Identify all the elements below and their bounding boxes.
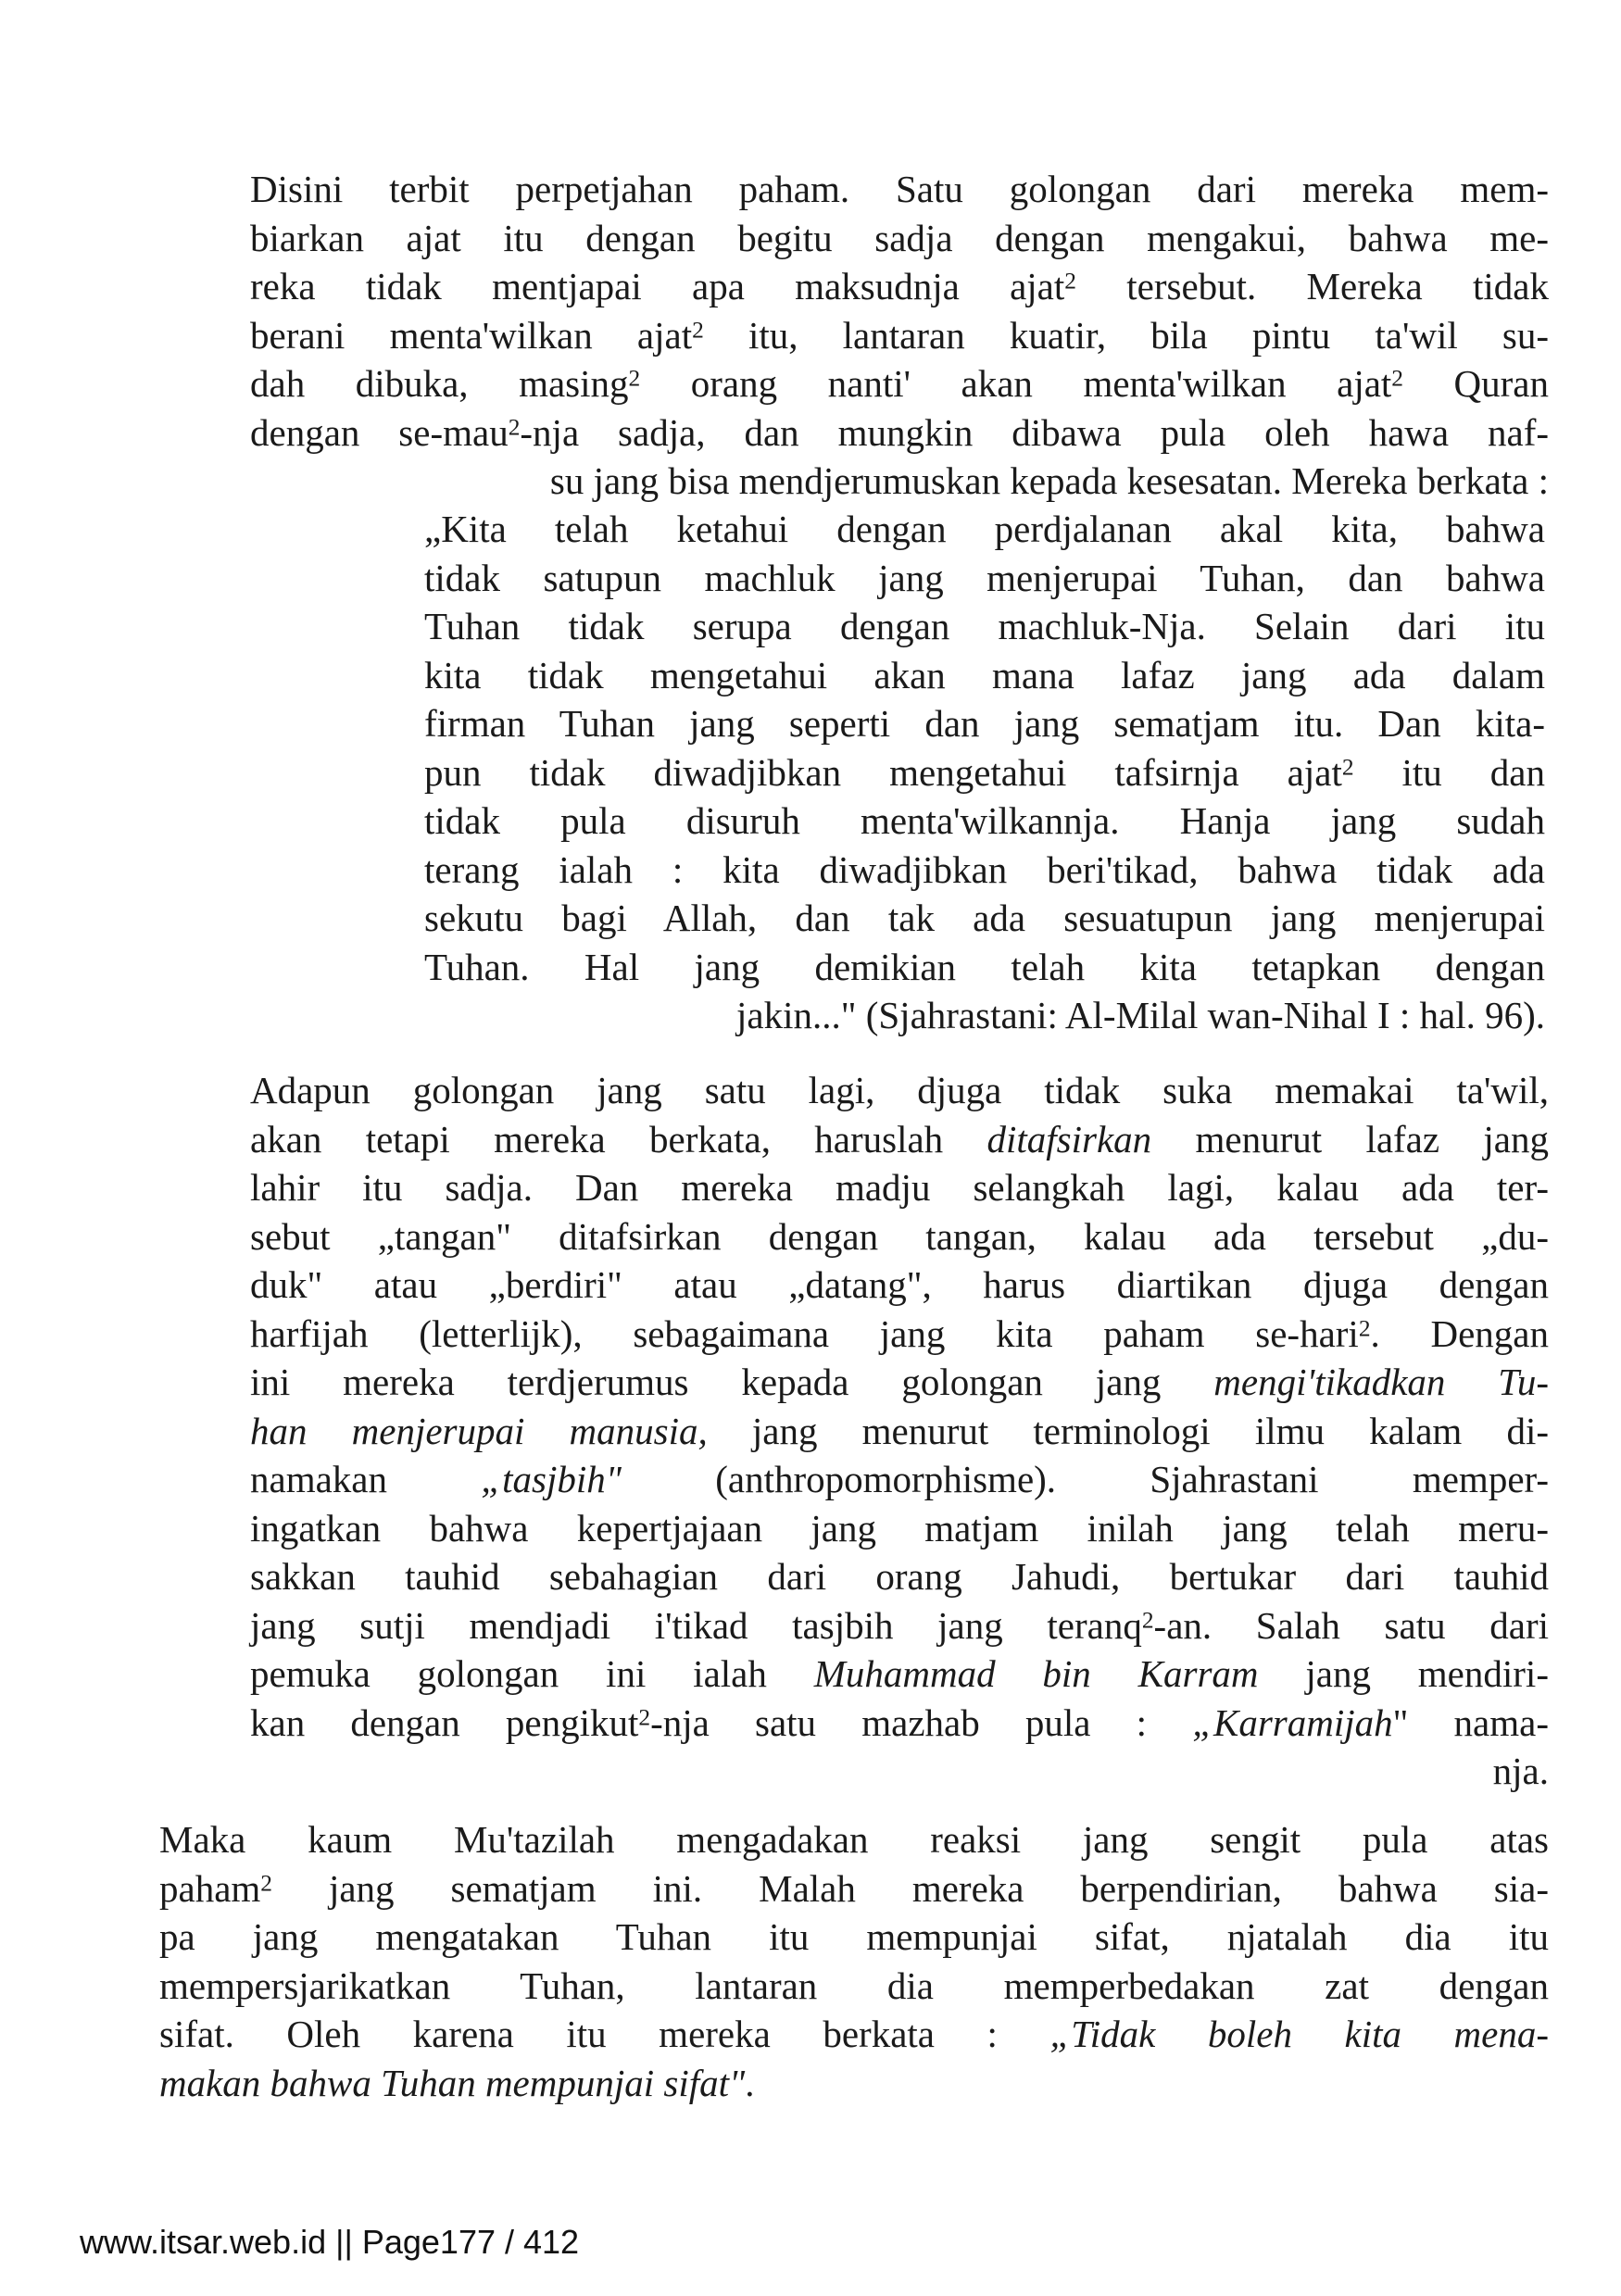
text-segment: sekutu bagi Allah, dan tak ada sesuatupun jang menjerupai: [424, 897, 1545, 939]
text-segment: sebut „tangan" ditafsirkan dengan tangan, kalau ada tersebut „du-: [250, 1214, 1549, 1258]
footer-page-number: Page177 / 412: [361, 2223, 580, 2261]
text-segment: dah dibuka, masing: [250, 362, 629, 405]
text-segment: jang sematjam ini. Malah mereka berpendirian, bahwa sia-: [272, 1866, 1549, 1910]
text-segment: terang ialah : kita diwadjibkan beri'tikad, bahwa tidak ada: [424, 847, 1545, 891]
text-segment: „Kita telah ketahui dengan perdjalanan akal kita, bahwa: [424, 508, 1545, 550]
text-segment: Maka kaum Mu'tazilah mengadakan reaksi jang sengit pula atas: [159, 1818, 1549, 1861]
text-segment: pun tidak diwadjibkan mengetahui tafsirnja ajat: [424, 750, 1342, 794]
text-line: [424, 651, 1545, 700]
text-segment: -nja satu mazhab pula :: [650, 1700, 1193, 1744]
footer-separator: ||: [335, 2223, 353, 2261]
text-segment: reka tidak mentjapai apa maksudnja ajat: [250, 265, 1065, 307]
text-segment: nja.: [1492, 1750, 1549, 1792]
text-segment: sakkan tauhid sebahagian dari orang Jahudi, bertukar dari tauhid: [250, 1555, 1549, 1598]
italic-text: makan bahwa Tuhan mempunjai sifat": [159, 2061, 746, 2104]
text-segment: -nja sadja, dan mungkin dibawa pula oleh hawa naf-: [520, 410, 1549, 454]
superscript: 2: [508, 414, 521, 441]
text-segment: . Dengan: [1370, 1311, 1549, 1355]
text-line: [250, 1115, 1549, 1164]
text-line: [250, 1455, 1549, 1504]
superscript: 2: [260, 1870, 272, 1897]
text-segment: lahir itu sadja. Dan mereka madju selangkah lagi, kalau ada ter-: [250, 1166, 1549, 1209]
text-segment: paham: [159, 1866, 261, 1910]
text-segment: orang nanti' akan menta'wilkan ajat: [640, 362, 1392, 405]
text-segment: su jang bisa mendjerumuskan kepada kesesatan. Mereka berkata :: [549, 459, 1549, 502]
text-line: [250, 262, 1549, 311]
text-line: [250, 408, 1549, 458]
page-footer: [80, 2223, 579, 2262]
italic-text: Muhammad bin Karram: [813, 1652, 1259, 1695]
text-line: [250, 1504, 1549, 1553]
text-segment: (anthropomorphisme). Sjahrastani memper-: [621, 1458, 1549, 1500]
text-segment: mempersjarikatkan Tuhan, lantaran dia memperbedakan zat dengan: [159, 1964, 1549, 2007]
text-line: [250, 457, 1549, 506]
text-line: [250, 165, 1549, 214]
text-line: [424, 846, 1545, 895]
text-line: [424, 894, 1545, 943]
text-line: [250, 1261, 1549, 1310]
text-line: [250, 1407, 1549, 1456]
text-segment: namakan: [250, 1458, 482, 1500]
text-line: [424, 991, 1545, 1040]
superscript: 2: [1391, 365, 1403, 392]
text-line: [250, 1163, 1549, 1212]
text-segment: itu dan: [1353, 750, 1545, 794]
text-segment: kan dengan pengikut: [250, 1700, 639, 1744]
text-segment: Adapun golongan jang satu lagi, djuga tidak suka memakai ta'wil,: [250, 1069, 1549, 1111]
text-line: [250, 1650, 1549, 1699]
text-segment: " nama-: [1392, 1700, 1549, 1744]
text-segment: Quran: [1403, 362, 1549, 405]
text-line: [250, 1358, 1549, 1407]
italic-text: ditafsirkan: [986, 1117, 1152, 1161]
italic-text: „Tidak boleh kita mena-: [1049, 2013, 1550, 2055]
superscript: 2: [628, 365, 641, 392]
text-line: [159, 2059, 1549, 2108]
text-segment: sifat. Oleh karena itu mereka berkata :: [159, 2013, 1050, 2055]
text-line: [159, 1913, 1549, 1962]
text-line: [250, 1310, 1549, 1359]
text-segment: jang mendiri-: [1258, 1652, 1549, 1695]
italic-text: „Karramijah: [1192, 1700, 1393, 1744]
text-line: [424, 748, 1545, 797]
text-line: [250, 1212, 1549, 1261]
text-segment: Tuhan tidak serupa dengan machluk-Nja. Selain dari itu: [424, 605, 1545, 647]
italic-text: han menjerupai manusia,: [250, 1409, 708, 1452]
text-segment: tidak pula disuruh menta'wilkannja. Hanja jang sudah: [424, 799, 1545, 842]
superscript: 2: [1358, 1315, 1371, 1342]
text-segment: pemuka golongan ini ialah: [250, 1652, 814, 1695]
text-line: [424, 699, 1545, 748]
text-line: [250, 311, 1549, 360]
text-line: [250, 1601, 1549, 1650]
text-line: [250, 1747, 1549, 1796]
text-line: [159, 1815, 1549, 1864]
text-line: [250, 359, 1549, 408]
superscript: 2: [1064, 268, 1076, 295]
superscript: 2: [1341, 754, 1354, 781]
text-line: [159, 1962, 1549, 2011]
text-segment: ingatkan bahwa kepertjajaan jang matjam inilah jang telah meru-: [250, 1506, 1549, 1549]
text-segment: biarkan ajat itu dengan begitu sadja dengan mengakui, bahwa me-: [250, 216, 1549, 259]
text-segment: pa jang mengatakan Tuhan itu mempunjai sifat, njatalah dia itu: [159, 1915, 1549, 1958]
text-line: [250, 1699, 1549, 1748]
text-segment: dengan se-mau: [250, 410, 509, 454]
text-segment: jang menurut terminologi ilmu kalam di-: [707, 1409, 1549, 1452]
block-quote: [424, 505, 1545, 1040]
text-segment: tidak satupun machluk jang menjerupai Tuhan, dan bahwa: [424, 556, 1545, 599]
text-segment: Disini terbit perpetjahan paham. Satu golongan dari mereka mem-: [250, 168, 1549, 210]
text-line: [424, 554, 1545, 603]
italic-text: „tasjbih": [481, 1458, 622, 1500]
text-segment: jakin..." (Sjahrastani: Al-Milal wan-Nihal I : hal. 96).: [736, 994, 1545, 1036]
superscript: 2: [1141, 1607, 1154, 1634]
text-segment: .: [745, 2061, 755, 2104]
italic-text: mengi'tikadkan Tu-: [1213, 1361, 1549, 1403]
text-segment: akan tetapi mereka berkata, haruslah: [250, 1117, 987, 1161]
text-segment: kita tidak mengetahui akan mana lafaz jang ada dalam: [424, 653, 1545, 696]
text-line: [159, 2010, 1549, 2059]
text-line: [250, 214, 1549, 263]
text-line: [250, 1552, 1549, 1601]
text-segment: ini mereka terdjerumus kepada golongan jang: [250, 1361, 1214, 1403]
paragraph-1: [250, 165, 1549, 506]
text-segment: tersebut. Mereka tidak: [1075, 265, 1550, 307]
superscript: 2: [692, 317, 704, 344]
text-line: [424, 505, 1545, 554]
text-line: [159, 1864, 1549, 1913]
text-segment: harfijah (letterlijk), sebagaimana jang kita paham se-hari: [250, 1311, 1359, 1355]
text-line: [424, 797, 1545, 846]
text-segment: berani menta'wilkan ajat: [250, 313, 693, 357]
footer-site: www.itsar.web.id: [80, 2223, 327, 2261]
paragraph-3: [159, 1815, 1549, 2107]
text-line: [250, 1066, 1549, 1115]
text-segment: duk" atau „berdiri" atau „datang", harus diartikan djuga dengan: [250, 1263, 1549, 1306]
text-segment: firman Tuhan jang seperti dan jang sematjam itu. Dan kita-: [424, 702, 1545, 745]
text-line: [424, 602, 1545, 651]
text-segment: -an. Salah satu dari: [1153, 1603, 1549, 1647]
text-segment: menurut lafaz jang: [1151, 1117, 1549, 1161]
text-segment: jang sutji mendjadi i'tikad tasjbih jang teranq: [250, 1603, 1142, 1647]
superscript: 2: [638, 1704, 651, 1731]
text-segment: itu, lantaran kuatir, bila pintu ta'wil su-: [703, 313, 1549, 357]
text-line: [424, 943, 1545, 992]
paragraph-2: [250, 1066, 1549, 1796]
text-segment: Tuhan. Hal jang demikian telah kita tetapkan dengan: [424, 945, 1545, 988]
